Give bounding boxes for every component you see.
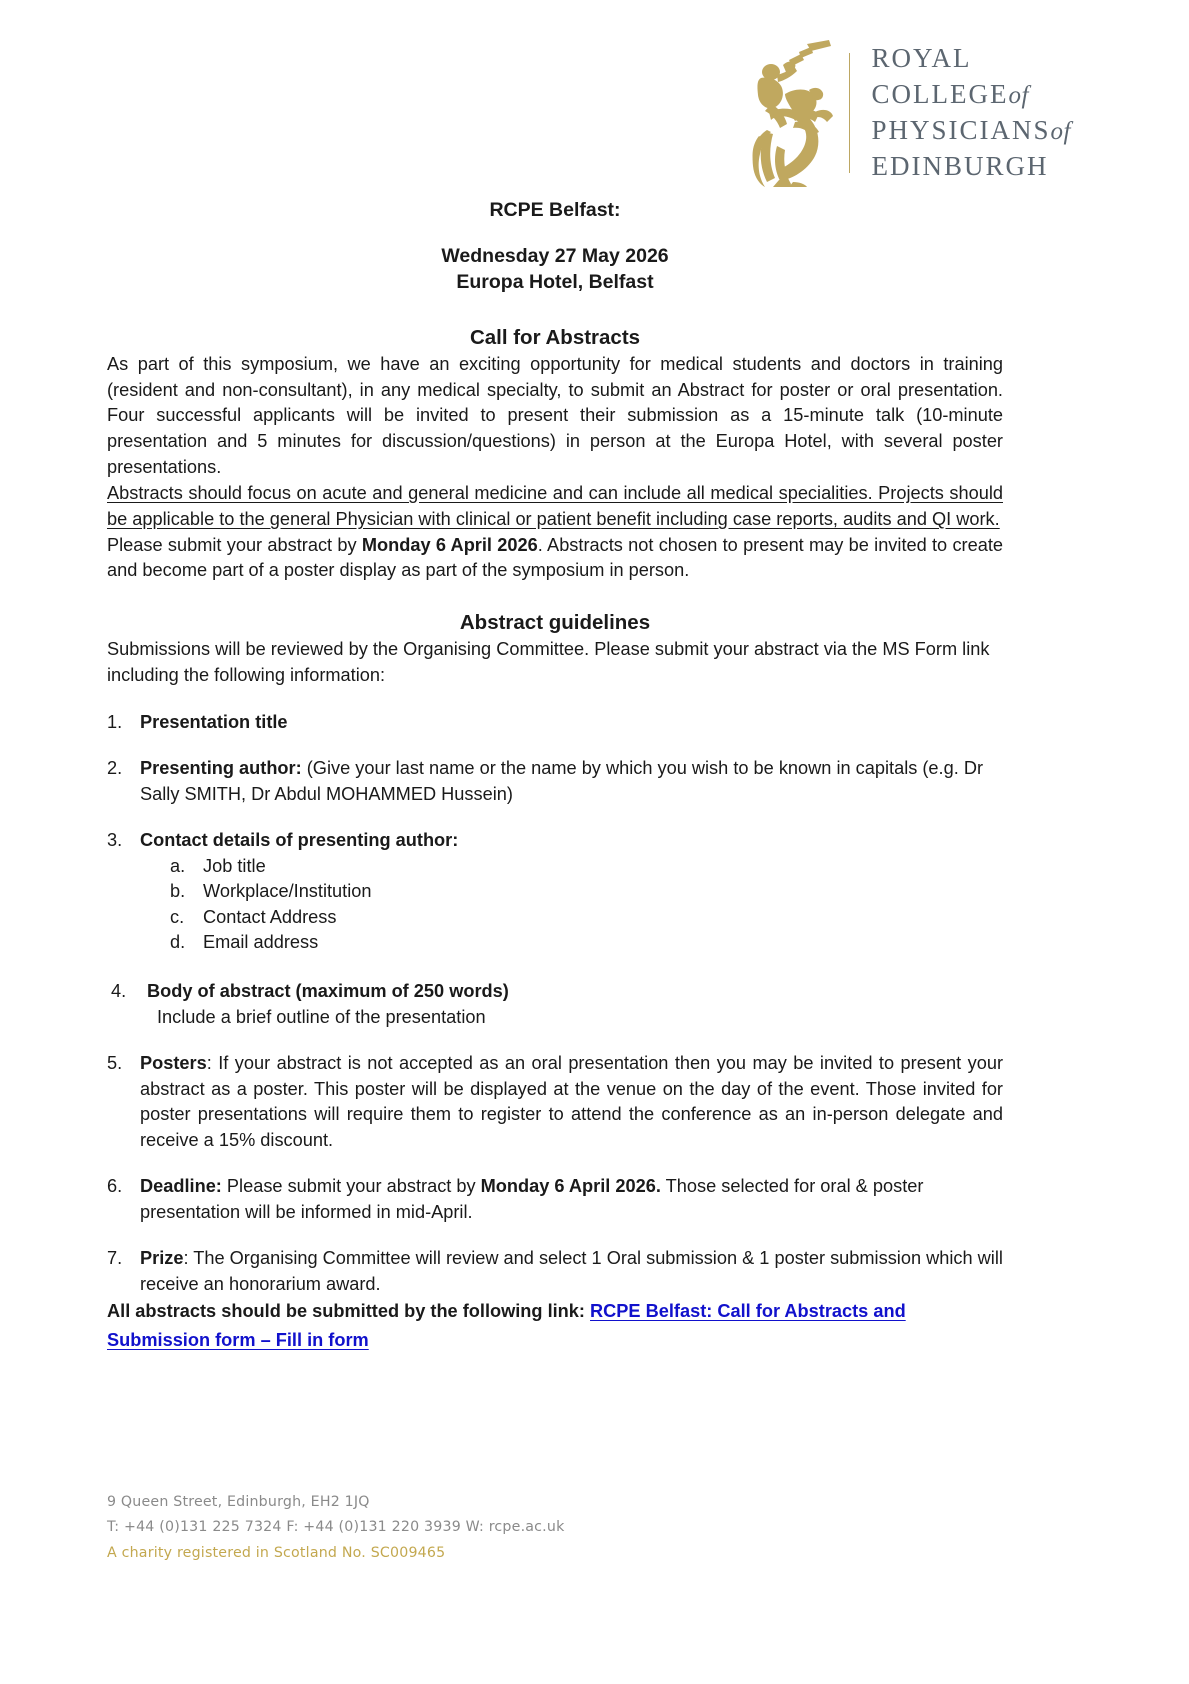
- list-item-body: [147, 979, 1003, 1030]
- list-item-text: : If your abstract is not accepted as an oral presentation then you may be invited to present your abstract as a poster. This poster will be displayed at the venue on the day of the event. Those invited for poster presentations will require them to register to attend the conference as an in-person delegate and receive a 15% discount.: [140, 1053, 1003, 1150]
- list-item: [107, 1246, 1003, 1297]
- logo-line-physicians-of: of: [1050, 118, 1071, 145]
- footer-contact: T: +44 (0)131 225 7324 F: +44 (0)131 220 3939 W: rcpe.ac.uk: [107, 1519, 565, 1536]
- logo-line-physicians: PHYSICIANS: [871, 115, 1051, 145]
- list-item-body: [140, 710, 1003, 735]
- contact-details-sublist: [140, 854, 1003, 956]
- document-body: [107, 198, 1003, 1354]
- trumpeter-on-rearing-horse-icon: [733, 38, 841, 188]
- sub-item-text: Workplace/Institution: [203, 881, 372, 902]
- list-item: [107, 1051, 1003, 1153]
- list-item: [107, 1174, 1003, 1225]
- abstract-guidelines-heading: Abstract guidelines: [459, 611, 651, 635]
- list-item-bold: Prize: [140, 1248, 184, 1269]
- list-item-number: 6.: [107, 1176, 123, 1197]
- submit-prefix: Please submit your abstract by: [107, 534, 362, 555]
- sub-item-letter: c.: [170, 906, 185, 927]
- list-item-text-2: Those selected for oral & poster presentation will be informed in mid-April.: [140, 1176, 924, 1222]
- list-item-bold: Deadline:: [140, 1176, 222, 1197]
- list-item-body: [140, 828, 1003, 955]
- list-item-text: Please submit your abstract by: [221, 1176, 481, 1197]
- scope-paragraph: Abstracts should focus on acute and general medicine and can include all medical specialities. Projects should be applicable to the general Physician with clinical or patient benefit including case reports, audits and QI work.: [107, 482, 1003, 529]
- submission-link-prefix: All abstracts should be submitted by the following link:: [107, 1301, 591, 1322]
- sub-list-item: [140, 854, 1003, 879]
- logo-line-college: COLLEGE: [871, 79, 1009, 110]
- list-item-bold: Presenting author:: [140, 758, 302, 779]
- sub-item-text: Contact Address: [203, 906, 337, 927]
- footer-charity-registration: A charity registered in Scotland No. SC009465: [107, 1544, 446, 1561]
- list-item: [107, 979, 1003, 1030]
- logo-line-college-of: of: [1008, 82, 1029, 110]
- logo-line-royal: ROYAL: [871, 43, 972, 74]
- list-item: [107, 756, 1003, 807]
- list-item-bold: Posters: [140, 1053, 207, 1074]
- logo-divider: [849, 53, 850, 173]
- sub-list-item: [140, 930, 1003, 955]
- page-footer: [107, 1490, 565, 1566]
- guidelines-lead: Submissions will be reviewed by the Organising Committee. Please submit your abstract via the MS Form link including the following information:: [107, 638, 990, 685]
- intro-paragraph: As part of this symposium, we have an exciting opportunity for medical students and doctors in training (resident and non-consultant), in any medical specialty, to submit an Abstract for poster or oral presentation. Four successful applicants will be invited to present their submission as a 15-minute talk (10-minute presentation and 5 minutes for discussion/questions) in person at the Europa Hotel, with several poster presentations.: [107, 353, 1003, 478]
- call-for-abstracts-heading: Call for Abstracts: [469, 326, 641, 350]
- event-venue: Europa Hotel, Belfast: [456, 270, 654, 293]
- body-of-abstract-note: Include a brief outline of the presentation: [157, 1006, 486, 1027]
- sub-item-letter: a.: [170, 855, 186, 876]
- submission-deadline-paragraph: [107, 533, 1003, 585]
- list-item-body: [140, 1174, 1003, 1225]
- sub-item-letter: d.: [170, 931, 186, 952]
- list-item-number: 7.: [107, 1248, 123, 1269]
- list-item-body: [140, 1051, 1003, 1153]
- list-item-number: 2.: [107, 758, 123, 779]
- list-item-body: [140, 756, 1003, 807]
- list-item: [107, 710, 1003, 735]
- abstract-submission-form-link[interactable]: RCPE Belfast: Call for Abstracts and Submission form – Fill in form: [107, 1301, 906, 1350]
- submission-link-paragraph: [107, 1297, 1003, 1353]
- submit-deadline: Monday 6 April 2026: [361, 534, 538, 555]
- sub-item-text: Job title: [203, 855, 266, 876]
- sub-list-item: [140, 879, 1003, 904]
- list-item-bold: Body of abstract (maximum of 250 words): [147, 981, 509, 1002]
- guidelines-list: [107, 710, 1003, 1298]
- list-item-body: [140, 1246, 1003, 1297]
- list-item-number: 5.: [107, 1053, 123, 1074]
- list-item-bold-2: Monday 6 April 2026.: [480, 1176, 661, 1197]
- list-item-number: 1.: [107, 711, 123, 732]
- list-item-text: (Give your last name or the name by which you wish to be known in capitals (e.g. Dr Sally SMITH, Dr Abdul MOHAMMED Hussein): [140, 758, 984, 804]
- footer-address: 9 Queen Street, Edinburgh, EH2 1JQ: [107, 1494, 370, 1511]
- logo-wordmark: [872, 41, 1072, 185]
- list-item-number: 4.: [111, 981, 127, 1002]
- list-item-bold: Presentation title: [140, 711, 288, 732]
- sub-item-letter: b.: [170, 881, 186, 902]
- logo-line-edinburgh: EDINBURGH: [871, 150, 1049, 181]
- sub-item-text: Email address: [203, 931, 319, 952]
- list-item-text: : The Organising Committee will review and select 1 Oral submission & 1 poster submission which will receive an honorarium award.: [140, 1248, 1003, 1294]
- submit-suffix: . Abstracts not chosen to present may be invited to create and become part of a poster display as part of the symposium in person.: [107, 534, 1003, 581]
- sub-list-item: [140, 905, 1003, 930]
- rcpe-logo: [733, 38, 1072, 188]
- list-item: [107, 828, 1003, 955]
- event-date: Wednesday 27 May 2026: [441, 245, 669, 268]
- event-title: RCPE Belfast:: [489, 199, 621, 221]
- list-item-number: 3.: [107, 830, 123, 851]
- list-item-bold: Contact details of presenting author:: [140, 830, 459, 851]
